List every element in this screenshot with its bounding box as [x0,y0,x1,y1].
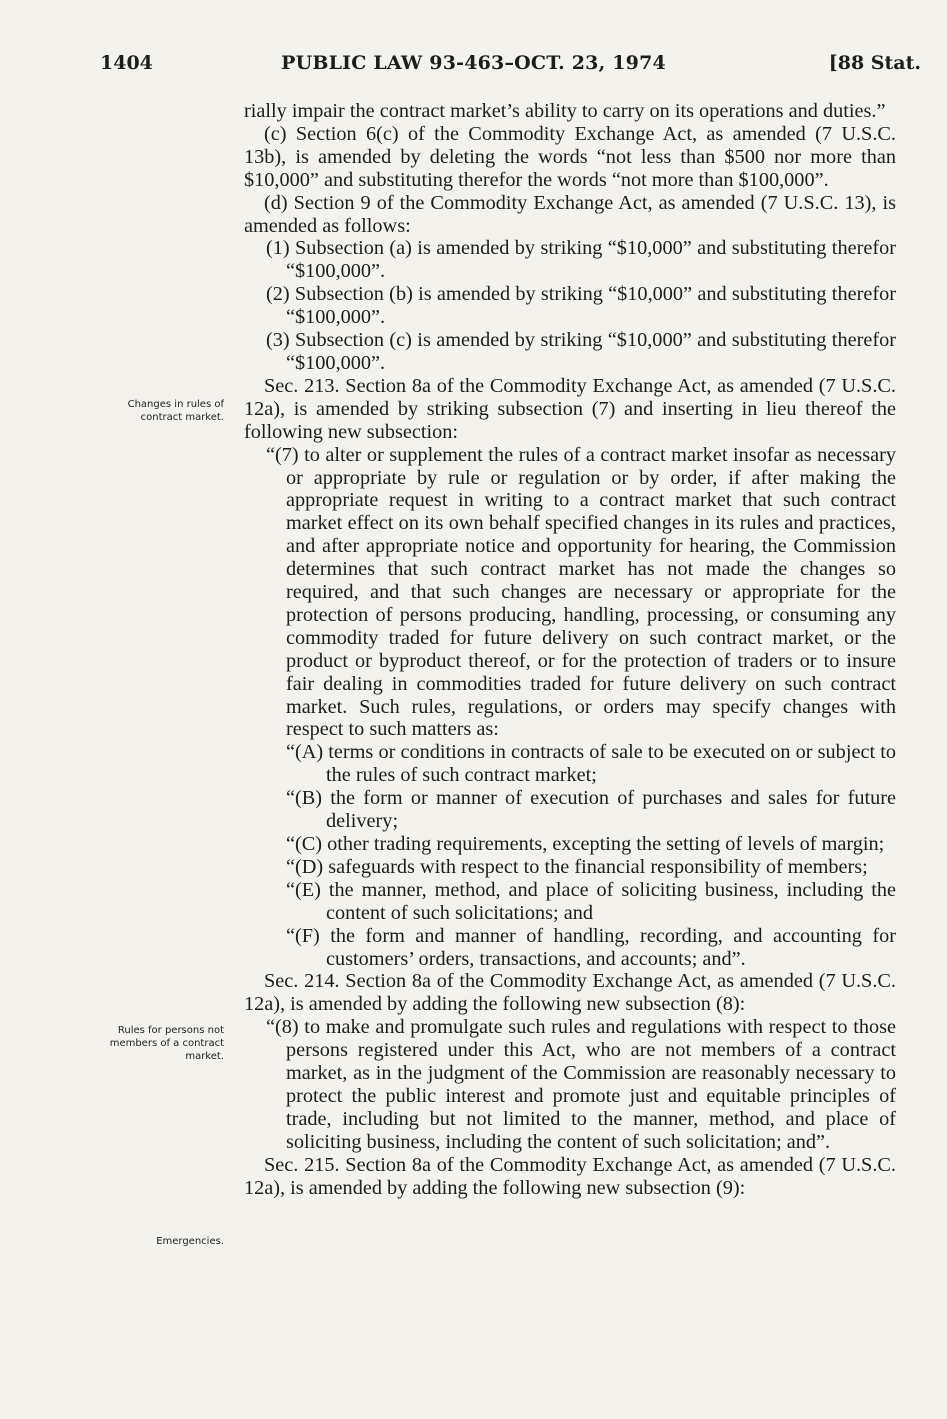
page-number: 1404 [100,52,153,74]
margin-note-rules-nonmembers: Rules for persons not members of a contract market. [109,1025,224,1062]
paragraph-subsection-d: (d) Section 9 of the Commodity Exchange Act, as amended (7 U.S.C. 13), is amended as follows: [244,191,896,237]
page-body [244,100,896,1200]
paragraph-subsection-c: (c) Section 6(c) of the Commodity Exchange Act, as amended (7 U.S.C. 13b), is amended by deleting the words “not less than $500 nor more than $10,000” and substituting therefor the words “not more than $100,000”. [244,122,896,191]
quoted-item-f: “(F) the form and manner of handling, recording, and accounting for customers’ orders, transactions, and accounts; and”. [286,924,896,970]
paragraph-d2: (2) Subsection (b) is amended by striking “$10,000” and substituting therefor “$100,000”. [266,283,896,329]
section-215: Sec. 215. Section 8a of the Commodity Exchange Act, as amended (7 U.S.C. 12a), is amended by adding the following new subsection (9): [244,1153,896,1199]
margin-note-changes: Changes in rules of contract market. [127,399,224,423]
quoted-item-e: “(E) the manner, method, and place of soliciting business, including the content of such solicitations; and [286,878,896,924]
quoted-subsection-7: “(7) to alter or supplement the rules of a contract market insofar as necessary or appropriate by rule or regulation or by order, if after making the appropriate request in writing to a contract market that such contract market effect on its own behalf specified changes in its rules and practices, and after appropriate notice and opportunity for hearing, the Commission determines that such contract market has not made the changes so required, and that such changes are necessary or appropriate for the protection of persons producing, handling, processing, or consuming any commodity traded for future delivery on such contract market, or the product or byproduct thereof, or for the protection of traders or to insure fair dealing in commodities traded for future delivery on such contract market. Such rules, regulations, or orders may specify changes with respect to such matters as: [266,443,896,741]
margin-note-emergencies: Emergencies. [156,1236,224,1247]
quoted-item-a: “(A) terms or conditions in contracts of sale to be executed on or subject to the rules of such contract market; [286,741,896,787]
quoted-subsection-8: “(8) to make and promulgate such rules and regulations with respect to those persons registered under this Act, who are not members of a contract market, as in the judgment of the Commission are reasonably necessary to protect the public interest and promote just and equitable principles of trade, including but not limited to the manner, method, and place of soliciting business, including the content of such solicitation; and”. [266,1016,896,1153]
paragraph-d3: (3) Subsection (c) is amended by striking “$10,000” and substituting therefor “$100,000”. [266,329,896,374]
paragraph-continuation: rially impair the contract market’s ability to carry on its operations and duties.” [244,100,886,122]
running-title: PUBLIC LAW 93-463–OCT. 23, 1974 [281,52,666,74]
page-header [0,42,947,82]
section-214: Sec. 214. Section 8a of the Commodity Exchange Act, as amended (7 U.S.C. 12a), is amended by adding the following new subsection (8): [244,970,896,1016]
section-213: Sec. 213. Section 8a of the Commodity Exchange Act, as amended (7 U.S.C. 12a), is amended by striking subsection (7) and inserting in lieu thereof the following new subsection: [244,374,896,443]
quoted-item-d: “(D) safeguards with respect to the financial responsibility of members; [286,855,868,878]
quoted-item-b: “(B) the form or manner of execution of purchases and sales for future delivery; [286,787,896,833]
statute-volume: [88 Stat. [828,52,921,74]
quoted-item-c: “(C) other trading requirements, excepting the setting of levels of margin; [286,833,885,855]
paragraph-d1: (1) Subsection (a) is amended by striking “$10,000” and substituting therefor “$100,000”. [266,237,896,283]
